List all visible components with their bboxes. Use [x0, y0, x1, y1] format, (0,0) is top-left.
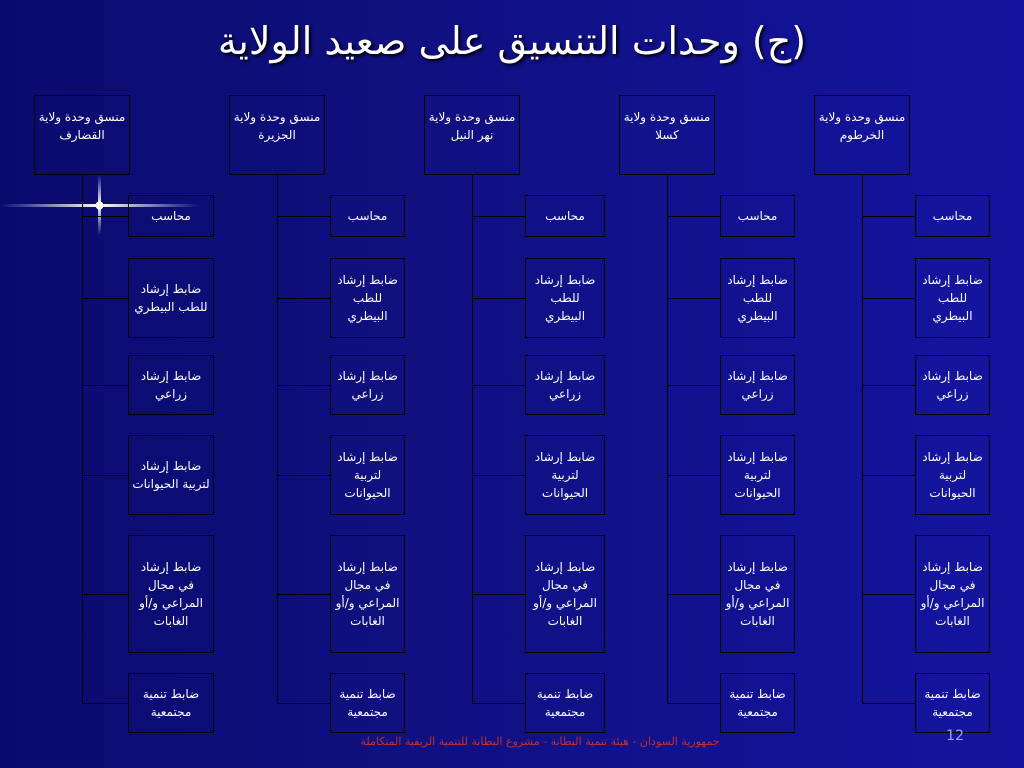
- connector-line: [472, 475, 525, 476]
- connector-line: [862, 216, 915, 217]
- slide-title: (ج) وحدات التنسيق على صعيد الولاية: [217, 19, 807, 63]
- connector-line: [862, 594, 915, 595]
- connector-line: [667, 475, 720, 476]
- role-box-range-forest-officer: ضابط إرشاد في مجال المراعي و/أو الغابات: [720, 535, 795, 653]
- role-box-community-officer: ضابط تنمية مجتمعية: [915, 673, 990, 733]
- coordinator-box: منسق وحدة ولاية كسلا: [619, 95, 715, 175]
- role-box-accountant: محاسب: [525, 195, 605, 237]
- role-box-range-forest-officer: ضابط إرشاد في مجال المراعي و/أو الغابات: [915, 535, 990, 653]
- role-box-community-officer: ضابط تنمية مجتمعية: [128, 673, 214, 733]
- connector-line: [277, 175, 278, 703]
- role-box-accountant: محاسب: [720, 195, 795, 237]
- connector-line: [667, 216, 720, 217]
- role-box-accountant: محاسب: [330, 195, 405, 237]
- connector-line: [667, 175, 668, 703]
- role-box-range-forest-officer: ضابط إرشاد في مجال المراعي و/أو الغابات: [128, 535, 214, 653]
- connector-line: [277, 216, 330, 217]
- connector-line: [667, 385, 720, 386]
- role-box-livestock-officer: ضابط إرشاد لتربية الحيوانات: [720, 435, 795, 515]
- connector-line: [862, 703, 915, 704]
- slide-number: 12: [946, 728, 964, 744]
- connector-line: [472, 594, 525, 595]
- connector-line: [862, 298, 915, 299]
- connector-line: [862, 385, 915, 386]
- role-box-vet-officer: ضابط إرشاد للطب البيطري: [915, 258, 990, 338]
- role-box-range-forest-officer: ضابط إرشاد في مجال المراعي و/أو الغابات: [525, 535, 605, 653]
- footer-text: جمهورية السودان - هيئة تنمية البطانة - مشروع البطانة للتنمية الريفية المتكاملة: [360, 735, 720, 748]
- connector-line: [82, 175, 83, 703]
- role-box-livestock-officer: ضابط إرشاد لتربية الحيوانات: [128, 435, 214, 515]
- connector-line: [82, 594, 128, 595]
- connector-line: [472, 703, 525, 704]
- connector-line: [277, 475, 330, 476]
- coordinator-box: منسق وحدة ولاية نهر النيل: [424, 95, 520, 175]
- role-box-agri-officer: ضابط إرشاد زراعي: [525, 355, 605, 415]
- role-box-vet-officer: ضابط إرشاد للطب البيطري: [330, 258, 405, 338]
- role-box-agri-officer: ضابط إرشاد زراعي: [915, 355, 990, 415]
- role-box-community-officer: ضابط تنمية مجتمعية: [330, 673, 405, 733]
- connector-line: [862, 175, 863, 703]
- role-box-livestock-officer: ضابط إرشاد لتربية الحيوانات: [525, 435, 605, 515]
- coordinator-box: منسق وحدة ولاية الخرطوم: [814, 95, 910, 175]
- role-box-agri-officer: ضابط إرشاد زراعي: [330, 355, 405, 415]
- role-box-vet-officer: ضابط إرشاد للطب البيطري: [128, 258, 214, 338]
- role-box-agri-officer: ضابط إرشاد زراعي: [128, 355, 214, 415]
- role-box-vet-officer: ضابط إرشاد للطب البيطري: [720, 258, 795, 338]
- role-box-accountant: محاسب: [128, 195, 214, 237]
- connector-line: [277, 298, 330, 299]
- connector-line: [472, 385, 525, 386]
- connector-line: [667, 594, 720, 595]
- role-box-livestock-officer: ضابط إرشاد لتربية الحيوانات: [915, 435, 990, 515]
- role-box-vet-officer: ضابط إرشاد للطب البيطري: [525, 258, 605, 338]
- coordinator-box: منسق وحدة ولاية الجزيرة: [229, 95, 325, 175]
- connector-line: [472, 216, 525, 217]
- role-box-range-forest-officer: ضابط إرشاد في مجال المراعي و/أو الغابات: [330, 535, 405, 653]
- role-box-community-officer: ضابط تنمية مجتمعية: [525, 673, 605, 733]
- connector-line: [862, 475, 915, 476]
- role-box-livestock-officer: ضابط إرشاد لتربية الحيوانات: [330, 435, 405, 515]
- connector-line: [472, 175, 473, 703]
- connector-line: [82, 216, 128, 217]
- connector-line: [472, 298, 525, 299]
- connector-line: [82, 385, 128, 386]
- role-box-accountant: محاسب: [915, 195, 990, 237]
- connector-line: [82, 703, 128, 704]
- connector-line: [277, 385, 330, 386]
- connector-line: [667, 703, 720, 704]
- connector-line: [82, 298, 128, 299]
- coordinator-box: منسق وحدة ولاية القضارف: [34, 95, 130, 175]
- connector-line: [82, 475, 128, 476]
- role-box-agri-officer: ضابط إرشاد زراعي: [720, 355, 795, 415]
- connector-line: [277, 594, 330, 595]
- connector-line: [667, 298, 720, 299]
- connector-line: [277, 703, 330, 704]
- role-box-community-officer: ضابط تنمية مجتمعية: [720, 673, 795, 733]
